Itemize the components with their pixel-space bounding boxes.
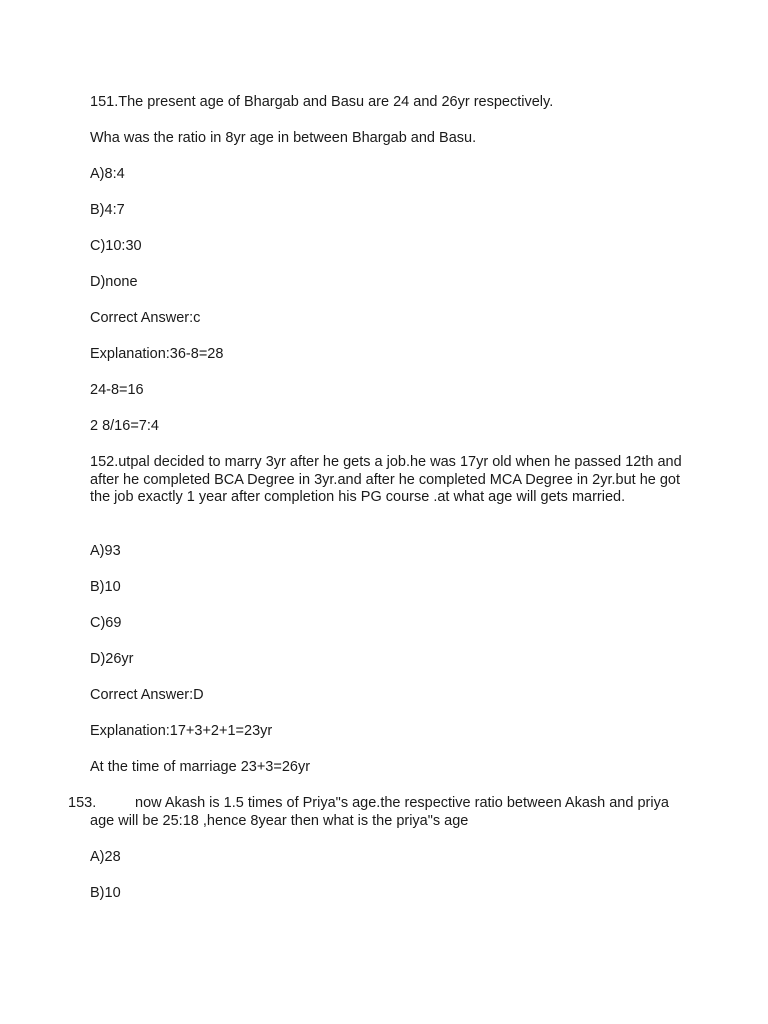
q151-explanation-2: 24-8=16 <box>90 382 144 398</box>
q151-statement: 151.The present age of Bhargab and Basu are 24 and 26yr respectively. <box>90 94 554 110</box>
q151-explanation-1: Explanation:36-8=28 <box>90 346 224 362</box>
q152-option-a: A)93 <box>90 543 121 559</box>
q151-correct-answer: Correct Answer:c <box>90 310 201 326</box>
q152-explanation-1: Explanation:17+3+2+1=23yr <box>90 723 273 739</box>
q153-option-a: A)28 <box>90 849 121 865</box>
q152-option-b: B)10 <box>90 579 121 595</box>
q153-number: 153. <box>68 795 97 811</box>
q151-explanation-3: 2 8/16=7:4 <box>90 418 159 434</box>
q151-option-a: A)8:4 <box>90 166 125 182</box>
q152-correct-answer: Correct Answer:D <box>90 687 204 703</box>
q151-question: Wha was the ratio in 8yr age in between Bhargab and Basu. <box>90 130 477 146</box>
q151-option-c: C)10:30 <box>90 238 142 254</box>
q152-question: 152.utpal decided to marry 3yr after he gets a job.he was 17yr old when he passed 12th and after he completed BCA Degree in 3yr.and after he completed MCA Degree in 2yr.but he got the job exactly 1 year after completion his PG course .at what age will gets married. <box>90 454 682 505</box>
q152-option-d: D)26yr <box>90 651 134 667</box>
q151-option-d: D)none <box>90 274 138 290</box>
q153-option-b: B)10 <box>90 885 121 901</box>
q152-explanation-2: At the time of marriage 23+3=26yr <box>90 759 311 775</box>
q152-option-c: C)69 <box>90 615 122 631</box>
q153-question: now Akash is 1.5 times of Priya"s age.the respective ratio between Akash and priya age will be 25:18 ,hence 8year then what is the priya"s age <box>90 795 669 829</box>
q151-option-b: B)4:7 <box>90 202 125 218</box>
